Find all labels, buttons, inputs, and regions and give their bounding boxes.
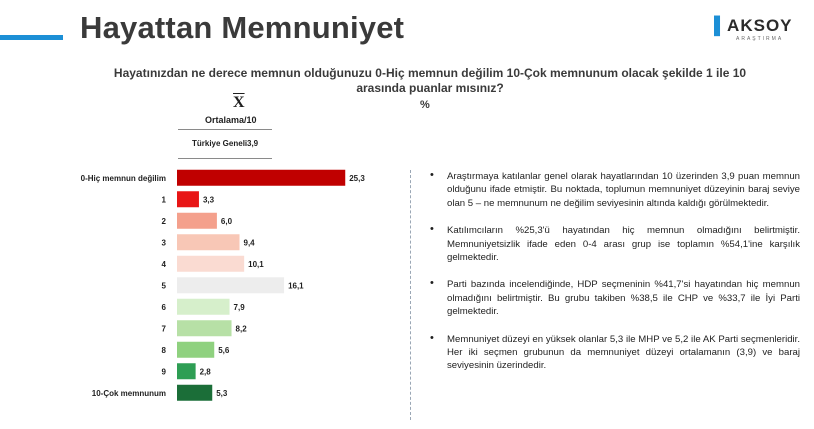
value-label: 9,4 [243, 238, 255, 248]
value-label: 16,1 [288, 281, 304, 291]
brand-logo [714, 16, 794, 46]
value-label: 2,8 [199, 367, 211, 377]
brand-subtitle: ARAŞTIRMA [736, 36, 784, 42]
bar [177, 385, 212, 401]
finding-item: • Araştırmaya katılanlar genel olarak hayatlarından 10 üzerinden 3,9 puan memnun olduğunu ifade etmiştir. Bu noktada, toplumun memnuniyet düzeyinin baraj seviye olan 5 – ne memnunum ne değilim seviyesinin altında kaldığı görülmektedir. [430, 169, 800, 209]
category-label: 4 [161, 259, 166, 269]
bar [177, 342, 214, 358]
value-label: 3,3 [202, 195, 215, 205]
category-label: 0-Hiç memnun değilim [80, 173, 166, 183]
finding-item: • Parti bazında incelendiğinde, HDP seçmeninin %41,7'si hayatından hiç memnun olmadığını belirtmiştir. Bu grubu takiben %38,5 ile CHP ve %33,7 ile İyi Parti gelmektedir. [430, 277, 800, 318]
category-label: 5 [161, 281, 166, 291]
value-label: 10,1 [248, 259, 264, 269]
findings-list [430, 170, 800, 387]
bar [177, 234, 240, 250]
bar [177, 299, 230, 315]
bar [177, 213, 217, 229]
bar [177, 363, 196, 379]
mean-label: Ortalama/10 [205, 115, 257, 125]
page-title: Hayattan Memnuniyet [80, 10, 405, 45]
value-label: 6,0 [220, 216, 233, 226]
bar [177, 277, 284, 293]
mean-row-value: 3,9 [247, 139, 259, 148]
category-label: 7 [161, 324, 166, 334]
bar [177, 256, 244, 272]
finding-item: • Memnuniyet düzeyi en yüksek olanlar 5,3 ile MHP ve 5,2 ile AK Parti seçmenleridir. Her iki seçmen grubunun da memnuniyet düzeyi ortalamanın (3,9) ve baraj seviyesinin üzerindedir. [430, 331, 800, 372]
value-label: 8,2 [235, 324, 247, 334]
bullet-dot-icon: • [430, 277, 434, 290]
bar [177, 170, 345, 186]
value-label: 5,6 [218, 345, 230, 355]
mean-symbol: $\overline{X}$ [233, 94, 245, 111]
value-label: 7,9 [233, 302, 245, 312]
bullet-dot-icon: • [430, 223, 434, 236]
survey-question: Hayatınızdan ne derece memnun olduğunuzu 0-Hiç memnun değilim 10-Çok memnunum olacak şekilde 1 ile 10 arasında puanlar mısınız? [113, 66, 747, 95]
category-label: 9 [161, 367, 166, 377]
finding-item: • Katılımcıların %25,3'ü hayatından hiç memnun olmadığını belirtmiştir. Memnuniyetsizlik ifade eden 0-4 arası grup ise toplamın %54,1'ine karşılık gelmektedir. [430, 223, 800, 264]
bar [177, 191, 199, 207]
column-divider [410, 170, 411, 420]
category-label: 3 [161, 238, 166, 248]
value-label: 5,3 [216, 388, 228, 398]
category-label: 1 [161, 195, 166, 205]
mean-row-label: Türkiye Geneli [192, 139, 248, 148]
satisfaction-bar-chart [0, 160, 400, 410]
category-label: 2 [161, 216, 166, 226]
category-label: 8 [161, 345, 166, 355]
value-label: 25,3 [349, 173, 365, 183]
category-label: 6 [161, 302, 166, 312]
bar [177, 320, 232, 336]
bullet-dot-icon: • [430, 331, 434, 344]
category-label: 10-Çok memnunum [91, 388, 166, 398]
unit-label: % [420, 99, 430, 111]
bullet-dot-icon: • [430, 169, 434, 181]
title-accent-bar [0, 35, 63, 40]
brand-name: ▌AKSOY [714, 16, 793, 35]
mean-summary-box [178, 129, 272, 159]
